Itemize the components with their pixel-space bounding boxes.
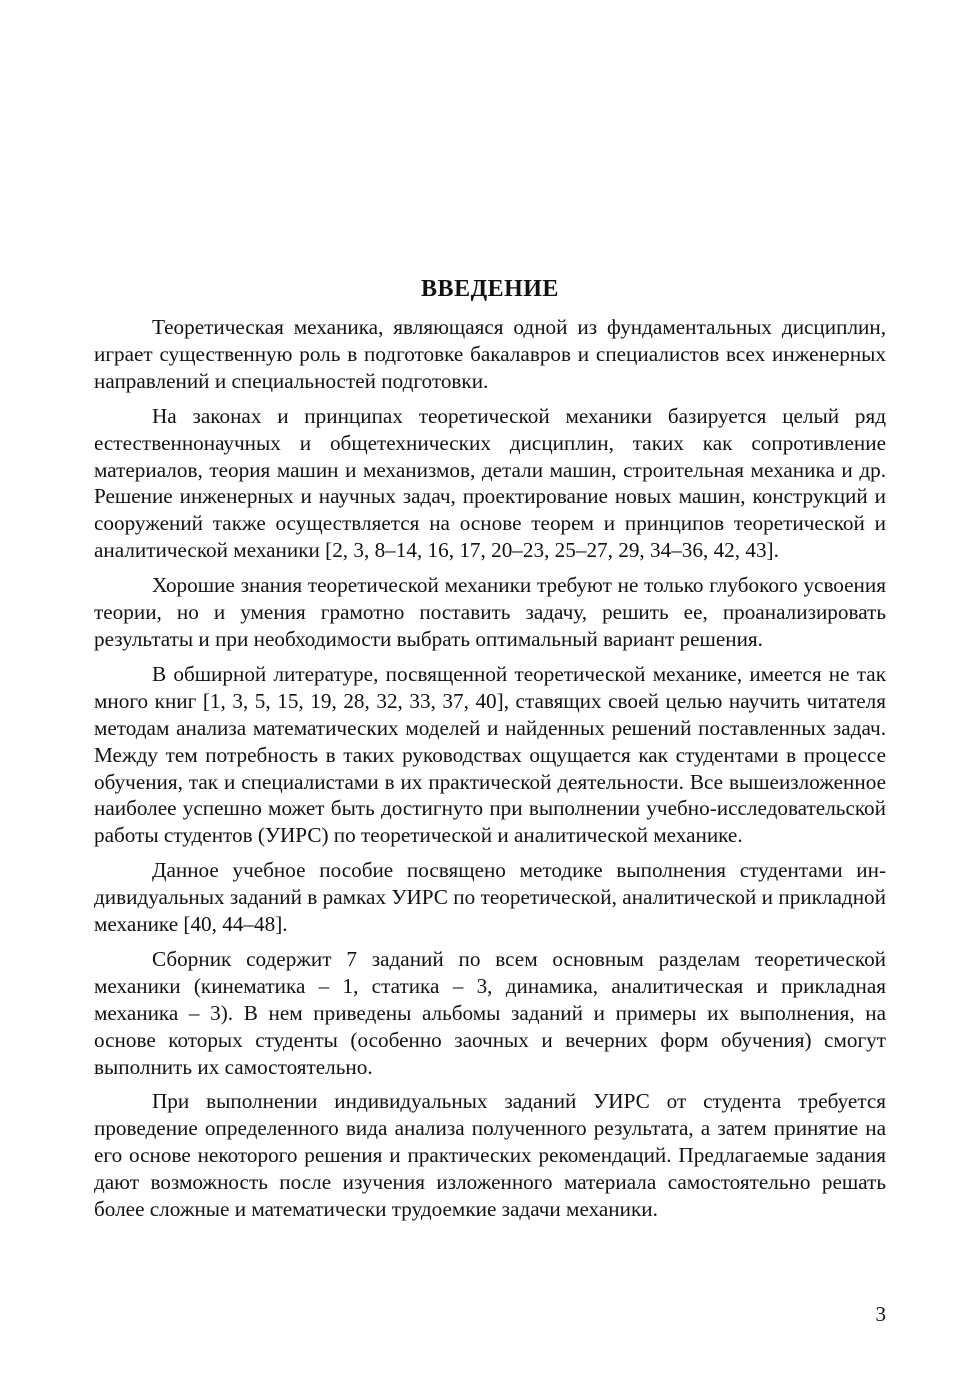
paragraph-5: Данное учебное пособие посвящено методике выполнения студентами индивидуальных заданий в рамках УИРС по теоретической, аналитической и прикладной механике [40, 44–48]. <box>94 858 886 937</box>
paragraph-4: В обширной литературе, посвященной теоретической механике, имеется не так много книг [1, 3, 5, 15, 19, 28, 32, 33, 37, 40], ставящих своей целью научить читателя методам анализа математических моделей и найденных решений поставленных задач. Между тем потребность в таких руководствах ощущается как студентами в процессе обучения, так и специалистами в их практической деятельности. Все вышеизложенное наиболее успешно может быть достигнуто при выполнении учебно-исследовательской работы студентов (УИРС) по теоретической и аналитической механике. <box>94 661 886 848</box>
paragraph-6: Сборник содержит 7 заданий по всем основным разделам теоретической механики (кинематика – 1, статика – 3, динамика, аналитическая и прикладная механика – 3). В нем приведены альбомы заданий и примеры их выполнения, на основе которых студенты (особенно заочных и вечерних форм обучения) смогут выполнить их самостоятельно. <box>94 946 886 1079</box>
body-text <box>94 314 886 1231</box>
paragraph-3: Хорошие знания теоретической механики требуют не только глубокого усвоения теории, но и умения грамотно поставить задачу, решить ее, проанализировать результаты и при необходимости выбрать оптимальный вариант решения. <box>94 573 886 651</box>
paragraph-2: На законах и принципах теоретической механики базируется целый ряд естественнонаучных и общетехнических дисциплин, таких как сопротивление материалов, теория машин и механизмов, детали машин, строительная механика и др. Решение инженерных и научных задач, проектирование новых машин, конструкций и сооружений также осуществляется на основе теорем и принципов теоретической и аналитической механики [2, 3, 8–14, 16, 17, 20–23, 25–27, 29, 34–36, 42, 43]. <box>94 403 886 563</box>
paragraph-1: Теоретическая механика, являющаяся одной из фундаментальных дисциплин, играет существенную роль в подготовке бакалавров и специалистов всех инженерных направлений и специальностей подготовки. <box>94 315 886 393</box>
section-heading: ВВЕДЕНИЕ <box>421 276 559 302</box>
paragraph-7: При выполнении индивидуальных заданий УИРС от студента требуется проведение определенного вида анализа полученного результата, а затем принятие на его основе некоторого решения и практических рекомендаций. Предлагаемые задания дают возможность после изучения изложенного материала самостоятельно решать более сложные и математически трудоемкие задачи механики. <box>94 1089 886 1222</box>
page-number: 3 <box>875 1302 886 1326</box>
